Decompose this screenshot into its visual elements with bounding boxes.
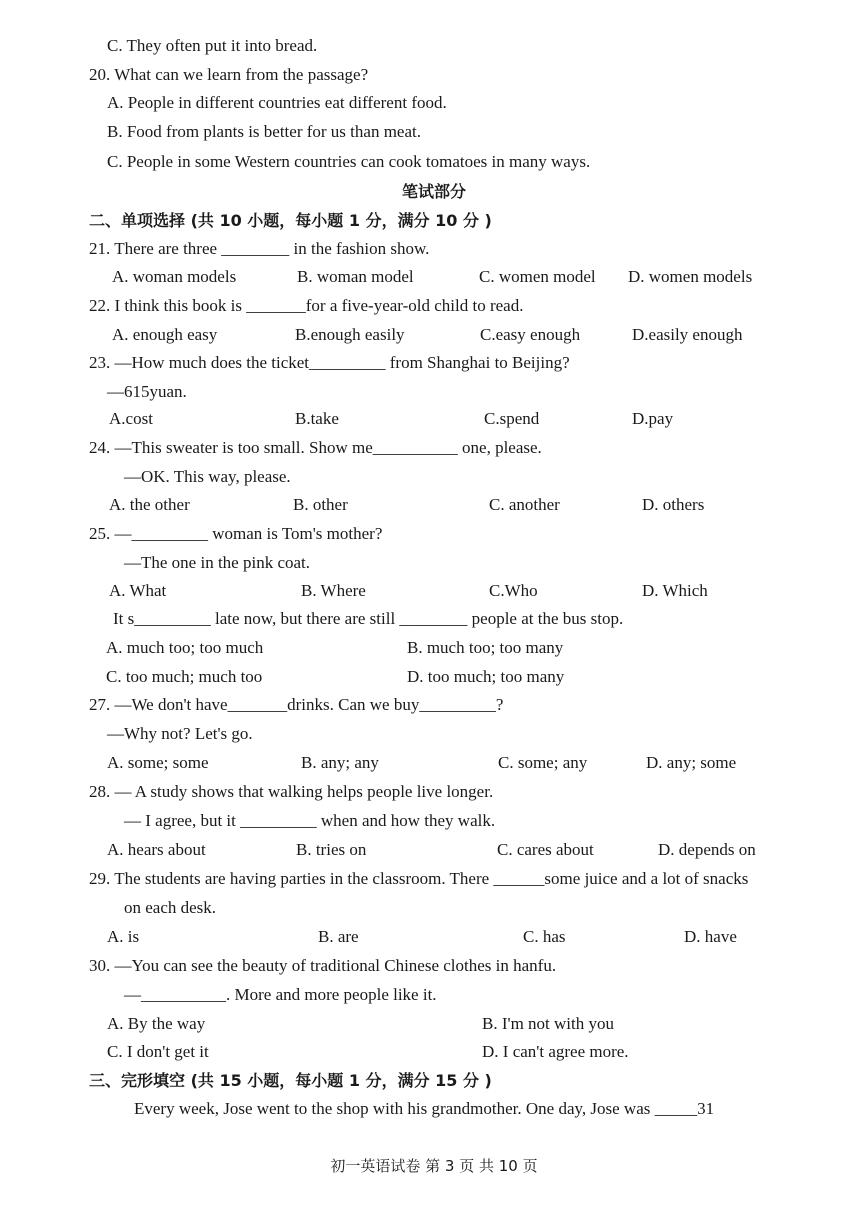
answer-option: C. some; any [498, 753, 588, 772]
answer-option: D. women models [628, 267, 753, 286]
answer-option: B. tries on [296, 840, 367, 859]
text-line: 三、完形填空 (共 15 小题，每小题 1 分，满分 15 分 ) [89, 1071, 492, 1090]
answer-option: A. By the way [107, 1014, 206, 1033]
section-title: 笔试部分 [401, 182, 466, 201]
answer-option: A. What [109, 581, 167, 600]
answer-option: C.Who [489, 581, 538, 600]
text-line: It s_________ late now, but there are still ________ people at the bus stop. [113, 609, 624, 628]
page-footer: 初一英语试卷 第 3 页 共 10 页 [330, 1157, 538, 1175]
answer-option: D.easily enough [632, 325, 743, 344]
answer-option: A. hears about [107, 840, 206, 859]
answer-option: C. too much; much too [106, 667, 263, 686]
text-line: C. People in some Western countries can cook tomatoes in many ways. [107, 152, 591, 171]
text-line: 24. —This sweater is too small. Show me__________ one, please. [89, 438, 542, 457]
answer-option: C. cares about [497, 840, 594, 859]
text-line: A. People in different countries eat different food. [107, 93, 447, 112]
answer-option: B.take [295, 409, 339, 428]
text-line: 二、单项选择 (共 10 小题，每小题 1 分，满分 10 分 ) [89, 211, 492, 230]
text-line: 29. The students are having parties in the classroom. There ______some juice and a lot of snacks [89, 869, 749, 888]
answer-option: D. others [642, 495, 705, 514]
answer-option: B. any; any [301, 753, 379, 772]
text-line: 21. There are three ________ in the fashion show. [89, 239, 430, 258]
answer-option: B. are [318, 927, 359, 946]
answer-option: B. Where [301, 581, 366, 600]
text-line: B. Food from plants is better for us than meat. [107, 122, 421, 141]
answer-option: A.cost [109, 409, 153, 428]
text-line: 20. What can we learn from the passage? [89, 65, 369, 84]
text-line: 25. —_________ woman is Tom's mother? [89, 524, 383, 543]
text-line: —OK. This way, please. [124, 467, 291, 486]
text-line: —Why not? Let's go. [107, 724, 253, 743]
text-line: —__________. More and more people like it. [124, 985, 437, 1004]
answer-option: A. enough easy [112, 325, 218, 344]
answer-option: A. woman models [112, 267, 237, 286]
text-line: — I agree, but it _________ when and how they walk. [124, 811, 496, 830]
answer-option: B. woman model [297, 267, 414, 286]
text-line: —The one in the pink coat. [124, 553, 311, 572]
answer-option: B. much too; too many [407, 638, 564, 657]
answer-option: A. the other [109, 495, 190, 514]
answer-option: D. any; some [646, 753, 737, 772]
answer-option: B.enough easily [295, 325, 405, 344]
answer-option: D. too much; too many [407, 667, 565, 686]
answer-option: B. I'm not with you [482, 1014, 614, 1033]
answer-option: D. have [684, 927, 737, 946]
answer-option: A. some; some [107, 753, 209, 772]
text-line: 22. I think this book is _______for a five-year-old child to read. [89, 296, 524, 315]
answer-option: D. Which [642, 581, 708, 600]
text-line: C. They often put it into bread. [107, 36, 318, 55]
text-line: 30. —You can see the beauty of traditional Chinese clothes in hanfu. [89, 956, 557, 975]
answer-option: C. another [489, 495, 560, 514]
answer-option: C.easy enough [480, 325, 581, 344]
text-line: on each desk. [124, 898, 217, 917]
text-line: Every week, Jose went to the shop with his grandmother. One day, Jose was _____31 [134, 1099, 715, 1118]
answer-option: C. I don't get it [107, 1042, 209, 1061]
answer-option: A. much too; too much [106, 638, 264, 657]
text-line: 23. —How much does the ticket_________ from Shanghai to Beijing? [89, 353, 570, 372]
text-line: —615yuan. [107, 382, 187, 401]
text-line: 28. — A study shows that walking helps people live longer. [89, 782, 494, 801]
answer-option: D.pay [632, 409, 674, 428]
answer-option: B. other [293, 495, 348, 514]
answer-option: D. depends on [658, 840, 756, 859]
answer-option: A. is [107, 927, 140, 946]
text-line: 27. —We don't have_______drinks. Can we buy_________? [89, 695, 504, 714]
answer-option: D. I can't agree more. [482, 1042, 629, 1061]
answer-option: C. has [523, 927, 566, 946]
answer-option: C. women model [479, 267, 596, 286]
answer-option: C.spend [484, 409, 540, 428]
